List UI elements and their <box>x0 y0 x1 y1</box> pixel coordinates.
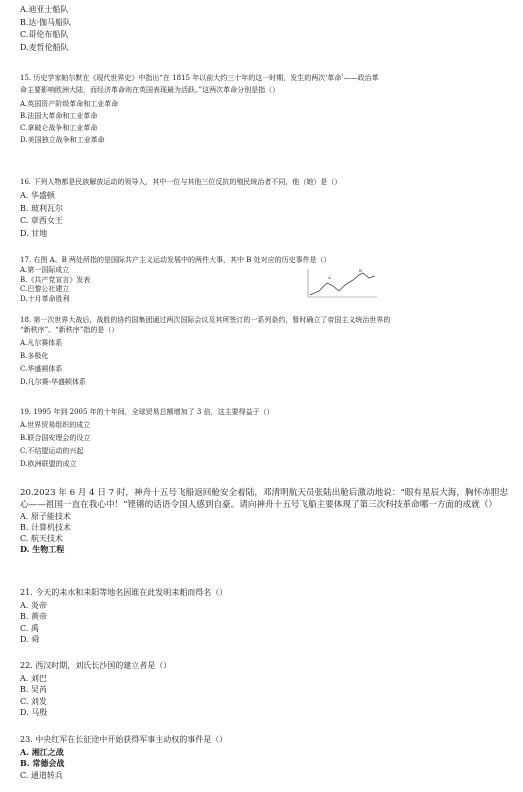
q17-trend-figure <box>305 267 380 300</box>
figure-trend-line <box>310 273 375 295</box>
q18-stem-line1: 18. 第一次世界大战后，战胜的协约国集团通过两次国际会议及其所签订的一系列条约，暂时确立了帝国主义统治世界的 <box>20 316 391 324</box>
figure-label-a: A <box>328 275 331 280</box>
q16-options <box>20 190 510 240</box>
q14-option-d: D.麦哲伦船队 <box>20 42 69 52</box>
q19 <box>20 406 510 471</box>
q16-option-d: D. 甘地 <box>20 228 48 238</box>
q22-option-c: C. 刘发 <box>20 696 47 706</box>
q22 <box>20 660 510 719</box>
q20-options <box>20 511 510 555</box>
q23-option-c: C. 通道转兵 <box>20 770 63 780</box>
q15-option-a: A.英国资产阶级革命和工业革命 <box>20 100 119 108</box>
q16 <box>20 176 510 240</box>
q15-stem-line1: 15. 历史学家帕尔默在《现代世界史》中指出“在 1815 年以前大约三十年的这一时期，发生的两次‘革命’——政治革 <box>20 74 379 82</box>
q21 <box>20 587 510 646</box>
q15-option-d: D.美国独立战争和工业革命 <box>20 136 105 144</box>
q23-stem: 23. 中央红军在长征途中开始获得军事主动权的事件是（） <box>20 735 228 744</box>
q16-option-a: A. 华盛顿 <box>20 191 55 200</box>
q20-option-d: D. 生物工程 <box>20 544 65 554</box>
q23 <box>20 734 510 781</box>
q17-option-c: C.巴黎公社建立 <box>20 285 70 293</box>
q21-option-d: D. 舜 <box>20 635 40 644</box>
q14-option-b: B.达·伽马船队 <box>20 17 71 27</box>
q17-option-a: A.第一国际成立 <box>20 266 70 274</box>
q18-option-c: C.华盛顿体系 <box>20 365 63 373</box>
q17-stem: 17. 右图 A、B 两处所指的是国际共产主义运动发展中的两件大事，其中 B 处对应的历史事件是（） <box>20 256 331 264</box>
q19-stem: 19. 1995 年到 2005 年的十年间，全球贸易总额增加了 3 倍，这主要得益于（） <box>20 408 274 416</box>
q17-option-d: D.十月革命胜利 <box>20 294 70 303</box>
q21-options <box>20 600 510 646</box>
q14-option-a: A.迪亚士船队 <box>20 5 69 14</box>
q20-option-a: A. 原子能技术 <box>20 512 71 521</box>
q22-option-d: D. 马殷 <box>20 708 48 717</box>
q18-options <box>20 337 510 389</box>
q17-options <box>20 266 510 304</box>
q17 <box>20 254 510 304</box>
q15-option-b: B.法国大革命和工业革命 <box>20 112 98 120</box>
q16-option-c: C. 章西女王 <box>20 216 63 225</box>
q22-option-b: B. 吴芮 <box>20 685 47 694</box>
q22-option-a: A. 刘巴 <box>20 673 47 683</box>
q23-option-a: A. 湘江之战 <box>20 746 64 757</box>
q15-option-c: C.拿破仑战争和工业革命 <box>20 124 98 132</box>
q22-stem: 22. 西汉时期，刘氏长沙国的建立者是（） <box>20 661 172 670</box>
q23-options <box>20 747 510 782</box>
q21-option-c: C. 禹 <box>20 623 39 633</box>
q18-option-b: B.多极化 <box>20 352 49 360</box>
q16-option-b: B. 玻利瓦尔 <box>20 203 63 213</box>
q19-option-a: A.世界贸易组织的成立 <box>20 421 91 429</box>
q18-option-a: A.凡尔赛体系 <box>20 339 63 347</box>
q18-stem-line2: “新秩序”。“新秩序”指的是（） <box>20 326 119 334</box>
q16-stem: 16. 下列人物都是民族解放运动的领导人，其中一位与其他三位反抗的殖民统治者不同，他（她）是（） <box>20 178 342 186</box>
figure-label-b: B <box>359 268 362 273</box>
q14-options <box>20 4 510 54</box>
q15 <box>20 72 510 146</box>
q22-options <box>20 673 510 719</box>
q21-option-a: A. 炎帝 <box>20 600 47 610</box>
q20-stem: 20.2023 年 6 月 4 日 7 时，神舟十五号飞船返回舱安全着陆，邓清明航天员张陆出舱后激动地说：“眼有星辰大海，胸怀赤胆忠心——祖国一直在我心中！”铿锵的话语令国人感到自豪。请向神舟十五号飞船主要体现了第三次科技革命哪一方面的成就（） <box>20 488 508 510</box>
q14-option-c: C.哥伦布船队 <box>20 30 69 39</box>
q23-option-b: B. 常德会战 <box>20 758 65 768</box>
q19-option-d: D.欧洲联盟的成立 <box>20 460 77 468</box>
q18 <box>20 314 510 389</box>
q19-options <box>20 419 510 471</box>
q18-option-d: D.凡尔赛-华盛顿体系 <box>20 378 86 386</box>
q19-option-c: C.不结盟运动的兴起 <box>20 447 84 455</box>
q19-option-b: B.联合国安理会的设立 <box>20 434 91 442</box>
q20 <box>20 487 510 555</box>
q15-stem-line2: 命主要影响欧洲大陆，而经济革命则在英国表现最为活跃。”这两次革命分别是指（） <box>20 86 280 94</box>
q20-option-b: B. 计算机技术 <box>20 523 71 532</box>
q15-options <box>20 98 510 146</box>
q17-option-b: B.《共产党宣言》发表 <box>20 275 91 284</box>
q21-option-b: B. 黄帝 <box>20 612 47 621</box>
q20-option-c: C. 航天技术 <box>20 534 63 543</box>
q21-stem: 21. 今天的耒水和耒阳等地名因谁在此发明耒耜而得名（） <box>20 588 228 597</box>
